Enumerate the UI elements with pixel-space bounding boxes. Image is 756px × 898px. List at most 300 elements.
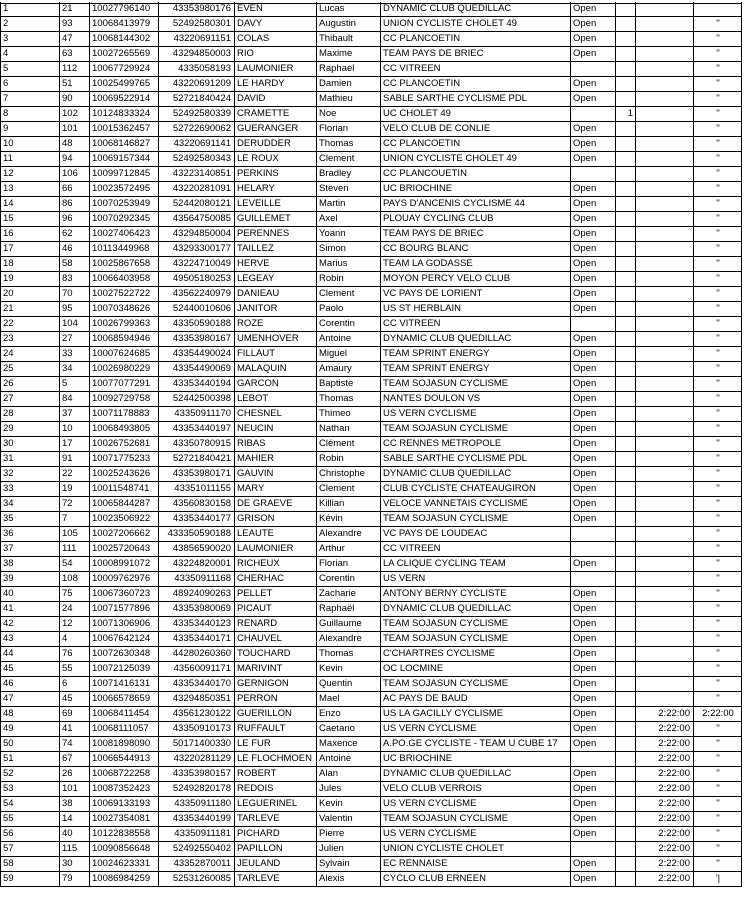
cell-gap: '' — [693, 377, 742, 391]
cell-bib: 47 — [59, 32, 89, 46]
cell-rank: 14 — [0, 197, 59, 211]
cell-uci-id: 10072125039 — [89, 662, 158, 676]
cell-last-name: DAVID — [234, 92, 316, 106]
cell-first-name: Thibault — [316, 32, 380, 46]
cell-category: Open — [570, 617, 615, 631]
cell-licence: 43220691151 — [158, 32, 234, 46]
cell-club: TEAM LA GODASSE — [380, 257, 570, 271]
cell-rank: 26 — [0, 377, 59, 391]
cell-time — [635, 77, 693, 91]
cell-time — [635, 422, 693, 436]
cell-licence: 43350911180 — [158, 797, 234, 811]
row-right-border — [741, 497, 742, 512]
cell-licence: 43562240979 — [158, 287, 234, 301]
cell-uci-id: 10124833324 — [89, 107, 158, 121]
table-row — [0, 197, 742, 212]
cell-first-name: Robin — [316, 452, 380, 466]
cell-last-name: CHESNEL — [234, 407, 316, 421]
cell-bib: 90 — [59, 92, 89, 106]
cell-first-name: Valentin — [316, 812, 380, 826]
cell-last-name: MARIVINT — [234, 662, 316, 676]
row-right-border — [741, 827, 742, 842]
table-row — [0, 662, 742, 677]
cell-category: Open — [570, 707, 615, 721]
cell-points — [615, 797, 635, 811]
cell-last-name: LEGUERINEL — [234, 797, 316, 811]
cell-category: Open — [570, 17, 615, 31]
cell-bib: 75 — [59, 587, 89, 601]
cell-club: VELO CLUB DE CONLIE — [380, 122, 570, 136]
cell-uci-id: 10071775233 — [89, 452, 158, 466]
row-right-border — [741, 422, 742, 437]
cell-uci-id: 10025867658 — [89, 257, 158, 271]
cell-bib: 101 — [59, 782, 89, 796]
cell-points — [615, 77, 635, 91]
row-right-border — [741, 332, 742, 347]
cell-bib: 38 — [59, 797, 89, 811]
cell-rank: 17 — [0, 242, 59, 256]
cell-club: CC RENNES METROPOLE — [380, 437, 570, 451]
cell-category: Open — [570, 302, 615, 316]
cell-uci-id: 10023572495 — [89, 182, 158, 196]
cell-bib: 51 — [59, 77, 89, 91]
cell-licence: 43353440171 — [158, 632, 234, 646]
cell-licence: 43350911168 — [158, 572, 234, 586]
cell-time — [635, 437, 693, 451]
cell-rank: 46 — [0, 677, 59, 691]
cell-first-name: Clement — [316, 152, 380, 166]
results-table — [0, 2, 742, 887]
table-row — [0, 287, 742, 302]
cell-gap: '' — [693, 137, 742, 151]
cell-time — [635, 557, 693, 571]
cell-time — [635, 2, 693, 16]
cell-category: Open — [570, 392, 615, 406]
cell-uci-id: 10069157344 — [89, 152, 158, 166]
cell-first-name: Pierre — [316, 827, 380, 841]
cell-club: CC VITREEN — [380, 542, 570, 556]
cell-last-name: GERNIGON — [234, 677, 316, 691]
cell-licence: 52722690062 — [158, 122, 234, 136]
cell-points — [615, 332, 635, 346]
cell-points — [615, 692, 635, 706]
cell-time: 2:22:00 — [635, 782, 693, 796]
cell-rank: 31 — [0, 452, 59, 466]
cell-rank: 7 — [0, 92, 59, 106]
cell-first-name: Baptiste — [316, 377, 380, 391]
cell-points — [615, 632, 635, 646]
cell-last-name: RUFFAULT — [234, 722, 316, 736]
cell-licence: 48924090263 — [158, 587, 234, 601]
cell-rank: 56 — [0, 827, 59, 841]
cell-last-name: CRAMETTE — [234, 107, 316, 121]
cell-bib: 70 — [59, 287, 89, 301]
cell-bib: 5 — [59, 377, 89, 391]
cell-last-name: MAHIER — [234, 452, 316, 466]
cell-points — [615, 257, 635, 271]
table-row — [0, 302, 742, 317]
cell-time — [635, 632, 693, 646]
cell-category: Open — [570, 437, 615, 451]
cell-bib: 46 — [59, 242, 89, 256]
table-row — [0, 587, 742, 602]
cell-points — [615, 62, 635, 76]
cell-last-name: PERKINS — [234, 167, 316, 181]
cell-uci-id: 10077077291 — [89, 377, 158, 391]
cell-category — [570, 317, 615, 331]
cell-first-name: Mathieu — [316, 92, 380, 106]
cell-uci-id: 10070253949 — [89, 197, 158, 211]
cell-bib: 101 — [59, 122, 89, 136]
cell-licence: 43224710049 — [158, 257, 234, 271]
cell-uci-id: 10027265569 — [89, 47, 158, 61]
cell-uci-id: 10066544913 — [89, 752, 158, 766]
cell-category: Open — [570, 467, 615, 481]
cell-uci-id: 10072630348 — [89, 647, 158, 661]
cell-uci-id: 10071306906 — [89, 617, 158, 631]
cell-uci-id: 10071178883 — [89, 407, 158, 421]
cell-licence: 43353980157 — [158, 767, 234, 781]
cell-gap: '' — [693, 857, 742, 871]
table-row — [0, 182, 742, 197]
cell-category: Open — [570, 482, 615, 496]
cell-licence: 43350910173 — [158, 722, 234, 736]
cell-club: VC PAYS DE LORIENT — [380, 287, 570, 301]
cell-time: 2:22:00 — [635, 737, 693, 751]
cell-category — [570, 572, 615, 586]
cell-first-name: Florian — [316, 122, 380, 136]
cell-time — [635, 452, 693, 466]
cell-gap: '' — [693, 32, 742, 46]
cell-licence: 52531260085 — [158, 872, 234, 886]
row-right-border — [741, 347, 742, 362]
cell-first-name: Paolo — [316, 302, 380, 316]
cell-bib: 55 — [59, 662, 89, 676]
cell-uci-id: 10066578659 — [89, 692, 158, 706]
cell-rank: 9 — [0, 122, 59, 136]
cell-category: Open — [570, 647, 615, 661]
cell-rank: 21 — [0, 302, 59, 316]
cell-category — [570, 752, 615, 766]
cell-first-name: Christophe — [316, 467, 380, 481]
cell-club: VELO CLUB VERROIS — [380, 782, 570, 796]
cell-points — [615, 437, 635, 451]
cell-rank: 23 — [0, 332, 59, 346]
cell-uci-id: 10099712845 — [89, 167, 158, 181]
cell-category: Open — [570, 557, 615, 571]
cell-club: MOYON PERCY VELO CLUB — [380, 272, 570, 286]
cell-points — [615, 647, 635, 661]
table-row — [0, 767, 742, 782]
cell-last-name: RENARD — [234, 617, 316, 631]
cell-uci-id: 10086984259 — [89, 872, 158, 886]
cell-points — [615, 677, 635, 691]
cell-time — [635, 137, 693, 151]
cell-licence: 43294850351 — [158, 692, 234, 706]
cell-last-name: RICHEUX — [234, 557, 316, 571]
cell-points: 1 — [615, 107, 635, 121]
cell-uci-id: 10067360723 — [89, 587, 158, 601]
cell-gap: '' — [693, 47, 742, 61]
cell-category: Open — [570, 152, 615, 166]
cell-licence: 50171400330 — [158, 737, 234, 751]
cell-licence: 49505180253 — [158, 272, 234, 286]
cell-club: US VERN CYCLISME — [380, 407, 570, 421]
cell-category: Open — [570, 737, 615, 751]
cell-first-name: Robin — [316, 272, 380, 286]
cell-category: Open — [570, 452, 615, 466]
row-right-border — [741, 857, 742, 872]
table-row — [0, 707, 742, 722]
cell-time — [635, 332, 693, 346]
cell-rank: 4 — [0, 47, 59, 61]
row-right-border — [741, 752, 742, 767]
cell-uci-id: 10026980229 — [89, 362, 158, 376]
table-row — [0, 467, 742, 482]
cell-first-name: Steven — [316, 182, 380, 196]
cell-first-name: Thomas — [316, 647, 380, 661]
cell-uci-id: 10113449968 — [89, 242, 158, 256]
table-row — [0, 32, 742, 47]
cell-licence: 43353440197 — [158, 422, 234, 436]
cell-last-name: GUERILLON — [234, 707, 316, 721]
cell-gap: 2:22:00 — [693, 707, 742, 721]
cell-points — [615, 452, 635, 466]
cell-bib: 76 — [59, 647, 89, 661]
cell-rank: 3 — [0, 32, 59, 46]
cell-club: DYNAMIC CLUB QUEDILLAC — [380, 2, 570, 16]
row-right-border — [741, 2, 742, 17]
cell-licence: 52492580339 — [158, 107, 234, 121]
cell-bib: 112 — [59, 62, 89, 76]
cell-time: 2:22:00 — [635, 722, 693, 736]
cell-time — [635, 317, 693, 331]
cell-uci-id: 10071416131 — [89, 677, 158, 691]
cell-points — [615, 137, 635, 151]
row-right-border — [741, 77, 742, 92]
cell-licence: 43353440199 — [158, 812, 234, 826]
cell-uci-id: 10070292345 — [89, 212, 158, 226]
cell-points — [615, 557, 635, 571]
table-row — [0, 602, 742, 617]
cell-points — [615, 767, 635, 781]
cell-category: Open — [570, 767, 615, 781]
table-row — [0, 647, 742, 662]
cell-rank: 19 — [0, 272, 59, 286]
cell-time — [635, 227, 693, 241]
cell-uci-id: 10071577896 — [89, 602, 158, 616]
cell-points — [615, 317, 635, 331]
row-right-border — [741, 677, 742, 692]
cell-category — [570, 107, 615, 121]
cell-time — [635, 677, 693, 691]
cell-points — [615, 662, 635, 676]
cell-bib: 83 — [59, 272, 89, 286]
cell-first-name: Clement — [316, 482, 380, 496]
table-row — [0, 542, 742, 557]
cell-club: UC BRIOCHINE — [380, 182, 570, 196]
cell-time: 2:22:00 — [635, 767, 693, 781]
cell-uci-id: 10070348626 — [89, 302, 158, 316]
cell-last-name: CHERHAC — [234, 572, 316, 586]
cell-licence: 43353980069 — [158, 602, 234, 616]
cell-uci-id: 10081898090 — [89, 737, 158, 751]
cell-licence: 52492550402 — [158, 842, 234, 856]
row-right-border — [741, 602, 742, 617]
cell-points — [615, 842, 635, 856]
cell-gap: '' — [693, 827, 742, 841]
cell-last-name: DANIEAU — [234, 287, 316, 301]
cell-rank: 30 — [0, 437, 59, 451]
cell-rank: 22 — [0, 317, 59, 331]
cell-club: DYNAMIC CLUB QUEDILLAC — [380, 602, 570, 616]
cell-bib: 17 — [59, 437, 89, 451]
cell-bib: 14 — [59, 812, 89, 826]
cell-gap: '' — [693, 497, 742, 511]
cell-time — [635, 197, 693, 211]
cell-time: 2:22:00 — [635, 857, 693, 871]
cell-first-name: Sylvain — [316, 857, 380, 871]
cell-bib: 33 — [59, 347, 89, 361]
cell-bib: 48 — [59, 137, 89, 151]
cell-uci-id: 10027522722 — [89, 287, 158, 301]
table-row — [0, 797, 742, 812]
cell-rank: 41 — [0, 602, 59, 616]
cell-rank: 15 — [0, 212, 59, 226]
cell-licence: 43220281091 — [158, 182, 234, 196]
cell-time — [635, 542, 693, 556]
cell-last-name: LE FUR — [234, 737, 316, 751]
cell-uci-id: 10027796140 — [89, 2, 158, 16]
row-right-border — [741, 872, 742, 887]
table-row — [0, 47, 742, 62]
cell-gap: '' — [693, 617, 742, 631]
cell-bib: 41 — [59, 722, 89, 736]
row-right-border — [741, 182, 742, 197]
cell-first-name: Amaury — [316, 362, 380, 376]
cell-rank: 20 — [0, 287, 59, 301]
row-right-border — [741, 152, 742, 167]
cell-time: 2:22:00 — [635, 752, 693, 766]
cell-uci-id: 10026752681 — [89, 437, 158, 451]
cell-rank: 28 — [0, 407, 59, 421]
cell-time — [635, 302, 693, 316]
cell-last-name: LAUMONIER — [234, 62, 316, 76]
cell-first-name: Mael — [316, 692, 380, 706]
cell-rank: 37 — [0, 542, 59, 556]
cell-time — [635, 617, 693, 631]
cell-uci-id: 10068413979 — [89, 17, 158, 31]
cell-first-name: Quentin — [316, 677, 380, 691]
row-right-border — [741, 542, 742, 557]
cell-points — [615, 752, 635, 766]
cell-rank: 44 — [0, 647, 59, 661]
cell-category: Open — [570, 77, 615, 91]
row-right-border — [741, 842, 742, 857]
cell-bib: 22 — [59, 467, 89, 481]
cell-first-name: Julien — [316, 842, 380, 856]
cell-category: Open — [570, 2, 615, 16]
cell-points — [615, 422, 635, 436]
table-row — [0, 212, 742, 227]
cell-rank: 38 — [0, 557, 59, 571]
table-row — [0, 77, 742, 92]
cell-rank: 39 — [0, 572, 59, 586]
cell-first-name: Antoine — [316, 752, 380, 766]
row-right-border — [741, 797, 742, 812]
cell-first-name: Damien — [316, 77, 380, 91]
cell-points — [615, 782, 635, 796]
cell-rank: 49 — [0, 722, 59, 736]
cell-first-name: Zacharie — [316, 587, 380, 601]
cell-licence: 52721840424 — [158, 92, 234, 106]
row-right-border — [741, 647, 742, 662]
cell-licence: 44280260360 — [158, 647, 234, 661]
cell-bib: 111 — [59, 542, 89, 556]
row-right-border — [741, 32, 742, 47]
table-row — [0, 482, 742, 497]
table-row — [0, 827, 742, 842]
cell-last-name: DERUDDER — [234, 137, 316, 151]
cell-gap: '' — [693, 422, 742, 436]
cell-first-name: Thimeo — [316, 407, 380, 421]
cell-time — [635, 407, 693, 421]
cell-gap: '' — [693, 467, 742, 481]
cell-gap: '' — [693, 767, 742, 781]
table-row — [0, 737, 742, 752]
cell-last-name: REDOIS — [234, 782, 316, 796]
cell-rank: 13 — [0, 182, 59, 196]
cell-club: US VERN CYCLISME — [380, 827, 570, 841]
table-row — [0, 332, 742, 347]
cell-time — [635, 512, 693, 526]
cell-first-name: Guillaume — [316, 617, 380, 631]
cell-uci-id: 10122838558 — [89, 827, 158, 841]
cell-gap: '' — [693, 587, 742, 601]
cell-bib: 12 — [59, 617, 89, 631]
cell-uci-id: 10007624685 — [89, 347, 158, 361]
cell-gap: '' — [693, 542, 742, 556]
cell-club: CLUB CYCLISTE CHATEAUGIRON — [380, 482, 570, 496]
row-right-border — [741, 377, 742, 392]
table-row — [0, 617, 742, 632]
row-right-border — [741, 62, 742, 77]
cell-time — [635, 347, 693, 361]
cell-points — [615, 122, 635, 136]
cell-uci-id: 10067642124 — [89, 632, 158, 646]
cell-bib: 108 — [59, 572, 89, 586]
row-right-border — [741, 782, 742, 797]
cell-rank: 45 — [0, 662, 59, 676]
cell-club: DYNAMIC CLUB QUEDILLAC — [380, 467, 570, 481]
cell-club: UNION CYCLISTE CHOLET 49 — [380, 17, 570, 31]
cell-category — [570, 542, 615, 556]
cell-uci-id: 10025499765 — [89, 77, 158, 91]
cell-licence: 43350911181 — [158, 827, 234, 841]
cell-category: Open — [570, 497, 615, 511]
cell-club: TEAM SOJASUN CYCLISME — [380, 812, 570, 826]
table-row — [0, 272, 742, 287]
cell-club: TEAM SPRINT ENERGY — [380, 362, 570, 376]
row-right-border — [741, 17, 742, 32]
cell-uci-id: 10068594946 — [89, 332, 158, 346]
row-right-border — [741, 242, 742, 257]
cell-time — [635, 107, 693, 121]
cell-time — [635, 692, 693, 706]
cell-uci-id: 10069522914 — [89, 92, 158, 106]
cell-bib: 86 — [59, 197, 89, 211]
cell-licence: 43350911170 — [158, 407, 234, 421]
